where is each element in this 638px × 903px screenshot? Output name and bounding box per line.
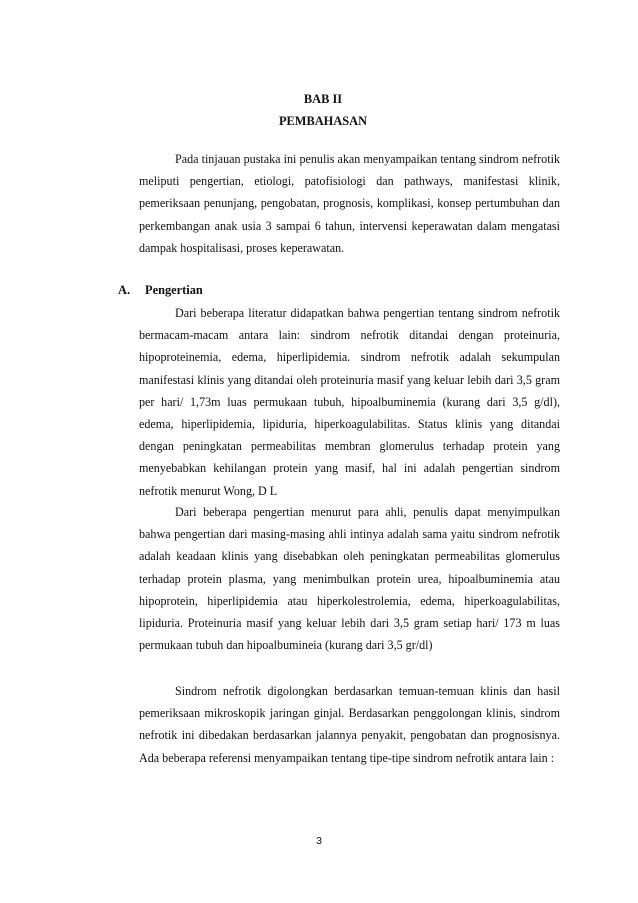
body-paragraph-2-text: Dari beberapa pengertian menurut para ahli, penulis dapat menyimpulkan bahwa pengertian dari masing-masing ahli intinya adalah sama yaitu sindrom nefrotik adalah keadaan klinis yang disebabkan oleh peningkatan permeabilitas glomerulus terhadap protein plasma, yang menimbulkan protein urea, hipoalbuminemia atau hipoprotein, hiperlipidemia atau hiperkolestrolemia, edema, hiperkoagulabilitas, lipiduria. Proteinuria masif yang keluar lebih dari 3,5 gram setiap hari/ 173 m luas permukaan tubuh dan hipoalbumineia (kurang dari 3,5 gr/dl): [139, 505, 560, 653]
intro-paragraph-text: Pada tinjauan pustaka ini penulis akan menyampaikan tentang sindrom nefrotik meliputi pengertian, etiologi, patofisiologi dan pathways, manifestasi klinik, pemeriksaan penunjang, pengobatan, prognosis, komplikasi, konsep pertumbuhan dan perkembangan anak usia 3 sampai 6 tahun, intervensi keperawatan dalam mengatasi dampak hospitalisasi, proses keperawatan.: [139, 152, 560, 255]
chapter-title: PEMBAHASAN: [278, 114, 368, 128]
page-number: 3: [316, 835, 322, 847]
intro-paragraph: [139, 148, 560, 259]
body-paragraph-3: [139, 680, 560, 769]
section-title: Pengertian: [145, 283, 203, 297]
body-paragraph-3-text: Sindrom nefrotik digolongkan berdasarkan temuan-temuan klinis dan hasil pemeriksaan mikroskopik jaringan ginjal. Berdasarkan penggolongan klinis, sindrom nefrotik ini dibedakan berdasarkan jalannya penyakit, pengobatan dan prognosisnya. Ada beberapa referensi menyampaikan tentang tipe-tipe sindrom nefrotik antara lain :: [139, 684, 560, 765]
section-number: A.: [118, 283, 131, 297]
body-paragraph-2: [139, 501, 560, 656]
body-paragraph-1-text: Dari beberapa literatur didapatkan bahwa pengertian tentang sindrom nefrotik bermacam-macam antara lain: sindrom nefrotik ditandai dengan proteinuria, hipoproteinemia, edema, hiperlipidemia. sindrom nefrotik adalah sekumpulan manifestasi klinis yang ditandai oleh proteinuria masif yang keluar lebih dari 3,5 gram per hari/ 1,73m luas permukaan tubuh, hipoalbuminemia (kurang dari 3,5 g/dl), edema, hiperlipidemia, lipiduria, hiperkoagulabilitas. Status klinis yang ditandai dengan peningkatan permeabilitas membran glomerulus terhadap protein yang menyebabkan kehilangan protein yang masif, hal ini adalah pengertian sindrom nefrotik menurut Wong, D L: [139, 306, 560, 498]
body-paragraph-1: [139, 302, 560, 502]
section-heading: [118, 282, 203, 298]
chapter-label: BAB II: [303, 92, 343, 106]
